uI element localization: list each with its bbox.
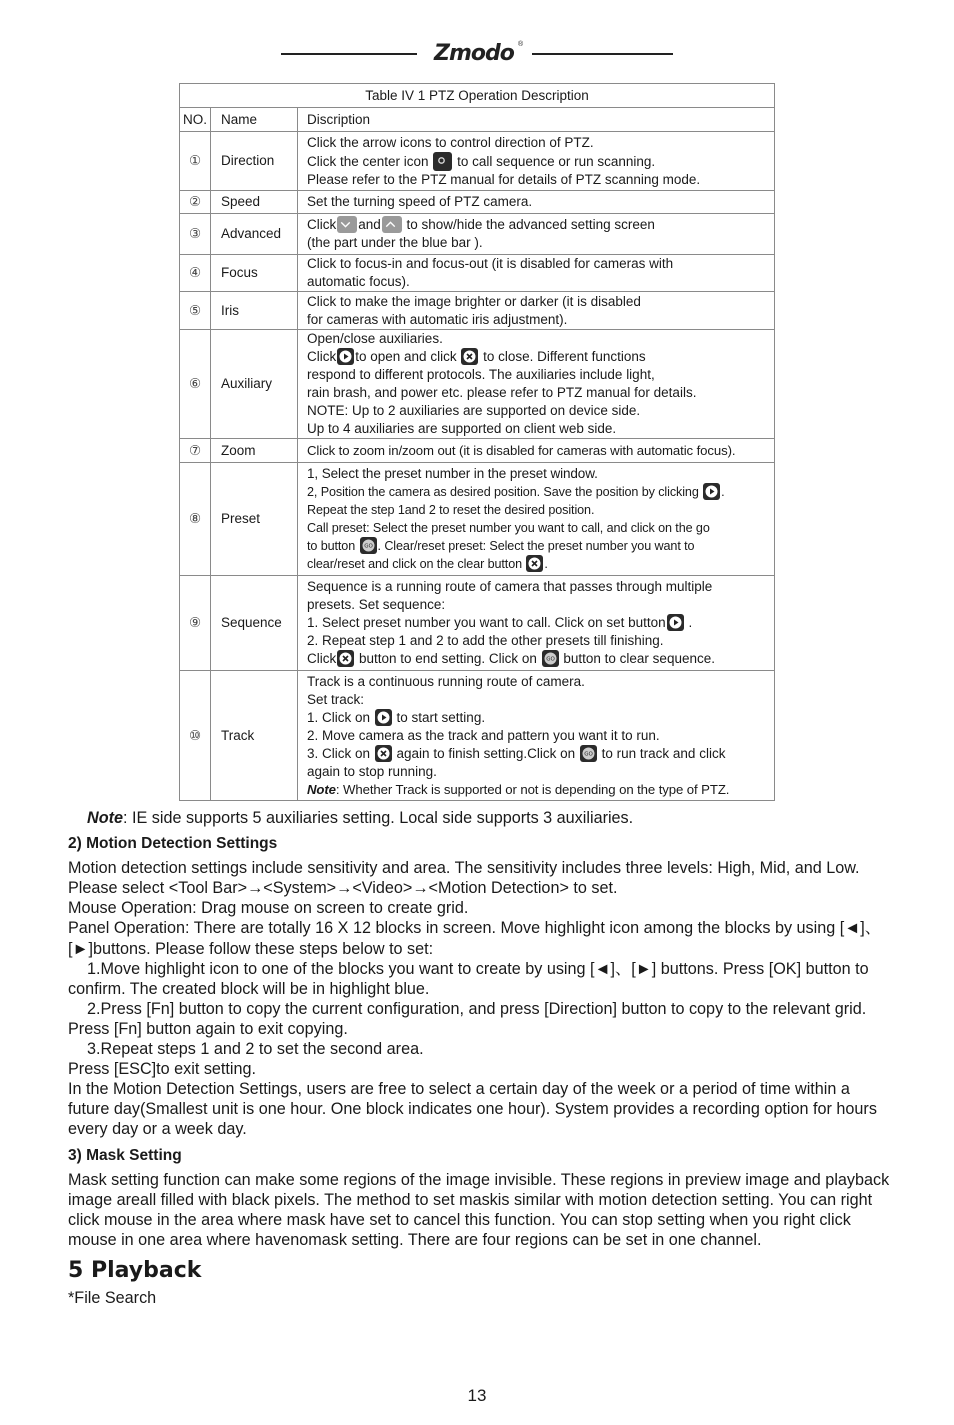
row-name: Speed — [211, 191, 298, 214]
play-icon — [667, 614, 684, 631]
col-header-no: NO. — [180, 108, 211, 132]
row-number: ① — [180, 132, 211, 191]
svg-text:GO: GO — [363, 543, 373, 550]
note-paragraph: Note: IE side supports 5 auxiliaries setting. Local side supports 3 auxiliaries. — [87, 809, 634, 827]
table-row — [180, 463, 775, 576]
zmodo-logo — [432, 38, 524, 66]
table-row — [180, 191, 775, 214]
row-description: Click the arrow icons to control direction of PTZ. Click the center icon to call sequence or run scanning. Please refer to the PTZ manual for details of PTZ scanning mode. — [298, 132, 775, 191]
close-icon — [337, 650, 354, 667]
page-header — [0, 38, 954, 68]
row-description: Click to zoom in/zoom out (it is disabled for cameras with automatic focus). — [298, 439, 775, 463]
row-description: 1, Select the preset number in the preset window. 2, Position the camera as desired position. Save the position by clicking . Repeat the step 1and 2 to reset the desired position. Call preset: Select the preset number you want to call, and click on the go to button GO . Clear/reset preset: Select the preset number you want to clear/reset and click on the clear button . — [298, 463, 775, 576]
row-number: ⑨ — [180, 576, 211, 671]
close-icon — [461, 348, 478, 365]
chapter-heading-playback: 5 Playback — [68, 1257, 202, 1283]
header-rule-right — [532, 53, 673, 55]
chevron-up-icon — [382, 216, 402, 233]
row-name: Direction — [211, 132, 298, 191]
close-icon — [375, 745, 392, 762]
paragraph: *File Search — [68, 1288, 157, 1307]
row-number: ⑩ — [180, 671, 211, 801]
row-number: ⑥ — [180, 330, 211, 439]
col-header-description: Discription — [298, 108, 775, 132]
table-row — [180, 214, 775, 255]
col-header-name: Name — [211, 108, 298, 132]
section-heading-motion: 2) Motion Detection Settings — [68, 835, 278, 853]
row-description: Set the turning speed of PTZ camera. — [298, 191, 775, 214]
chevron-down-icon — [337, 216, 357, 233]
paragraph: 2.Press [Fn] button to copy the current configuration, and press [Direction] button to copy to the relevant grid. Press [Fn] button again to exit copying. — [68, 999, 867, 1038]
paragraph: Press [ESC]to exit setting. — [68, 1060, 257, 1079]
row-number: ③ — [180, 214, 211, 255]
page-number: 13 — [467, 1386, 487, 1405]
row-description: Click to focus-in and focus-out (it is disabled for cameras with automatic focus). — [298, 255, 775, 292]
go-icon — [580, 745, 597, 762]
row-name: Preset — [211, 463, 298, 576]
svg-text:GO: GO — [584, 751, 593, 757]
play-icon — [375, 709, 392, 726]
row-name: Iris — [211, 292, 298, 330]
row-description: Click to make the image brighter or darker (it is disabled for cameras with automatic iris adjustment). — [298, 292, 775, 330]
row-name: Zoom — [211, 439, 298, 463]
row-description: Track is a continuous running route of camera. Set track: 1. Click on to start setting. 2. Move camera as the track and pattern you want it to run. 3. Click on again to finish setting.Click on GO to run track and click again to stop running. Note: Whether Track is supported or not is depending on the type of PTZ. — [298, 671, 775, 801]
row-number: ⑤ — [180, 292, 211, 330]
svg-text:Zmodo: Zmodo — [434, 41, 514, 66]
paragraph: Mask setting function can make some regions of the image invisible. These regions in preview image and playback image areall filled with black pixels. The method to set maskis similar with motion detection setting. You can right click mouse in the area where mask have set to cancel this function. You can stop setting when you right click mouse in one area where havenomask setting. There are four regions can be set in one channel. — [68, 1170, 890, 1249]
table-row — [180, 671, 775, 801]
paragraph: Motion detection settings include sensitivity and area. The sensitivity includes three levels: High, Mid, and Low. Please select <Tool Bar>→<System>→<Video>→<Motion Detection> to set. — [68, 859, 860, 898]
row-name: Track — [211, 671, 298, 801]
table-row — [180, 292, 775, 330]
header-rule-left — [281, 53, 417, 55]
row-description: Click and to show/hide the advanced setting screen (the part under the blue bar ). — [298, 214, 775, 255]
row-name: Advanced — [211, 214, 298, 255]
table-row — [180, 255, 775, 292]
table-row — [180, 132, 775, 191]
svg-text:GO: GO — [545, 656, 555, 663]
paragraph: 3.Repeat steps 1 and 2 to set the second area. — [87, 1040, 424, 1059]
row-name: Sequence — [211, 576, 298, 671]
center-scan-icon — [433, 152, 452, 171]
paragraph: Mouse Operation: Drag mouse on screen to create grid. — [68, 899, 469, 918]
paragraph: In the Motion Detection Settings, users are free to select a certain day of the week or a period of time within a future day(Smallest unit is one hour. One block indicates one hour). System provides a recording option for hours every day or a week day. — [68, 1080, 877, 1139]
section-heading-mask: 3) Mask Setting — [68, 1146, 182, 1164]
table-header-row — [180, 108, 775, 132]
go-icon — [542, 650, 559, 667]
table-row — [180, 439, 775, 463]
row-description: Sequence is a running route of camera that passes through multiple presets. Set sequence: 1. Select preset number you want to call. Click on set button . 2. Repeat step 1 and 2 to add the other presets till finishing. Click button to end setting. Click on GO button to clear sequence. — [298, 576, 775, 671]
row-number: ② — [180, 191, 211, 214]
paragraph: 1.Move highlight icon to one of the blocks you want to create by using [◄]、[►] buttons. Press [OK] button to confirm. The created block will be in highlight blue. — [68, 959, 869, 998]
table-row — [180, 330, 775, 439]
go-icon — [360, 537, 377, 554]
table-row — [180, 576, 775, 671]
table-caption: Table IV 1 PTZ Operation Description — [180, 84, 775, 108]
row-name: Focus — [211, 255, 298, 292]
play-icon — [337, 348, 354, 365]
svg-text:®: ® — [518, 41, 524, 48]
row-description: Open/close auxiliaries. Click to open and click to close. Different functions respond to different protocols. The auxiliaries include light, rain brash, and power etc. please refer to PTZ manual for details. NOTE: Up to 2 auxiliaries are supported on device side. Up to 4 auxiliaries are supported on client web side. — [298, 330, 775, 439]
paragraph: Panel Operation: There are totally 16 X 12 blocks in screen. Move highlight icon among the blocks by using [◄]、[►]buttons. Please follow these steps below to set: — [68, 919, 881, 958]
row-name: Auxiliary — [211, 330, 298, 439]
ptz-operation-table — [179, 83, 775, 801]
row-number: ⑧ — [180, 463, 211, 576]
play-icon — [703, 483, 720, 500]
row-number: ⑦ — [180, 439, 211, 463]
row-number: ④ — [180, 255, 211, 292]
body-text — [68, 808, 893, 1308]
close-icon — [526, 555, 543, 572]
